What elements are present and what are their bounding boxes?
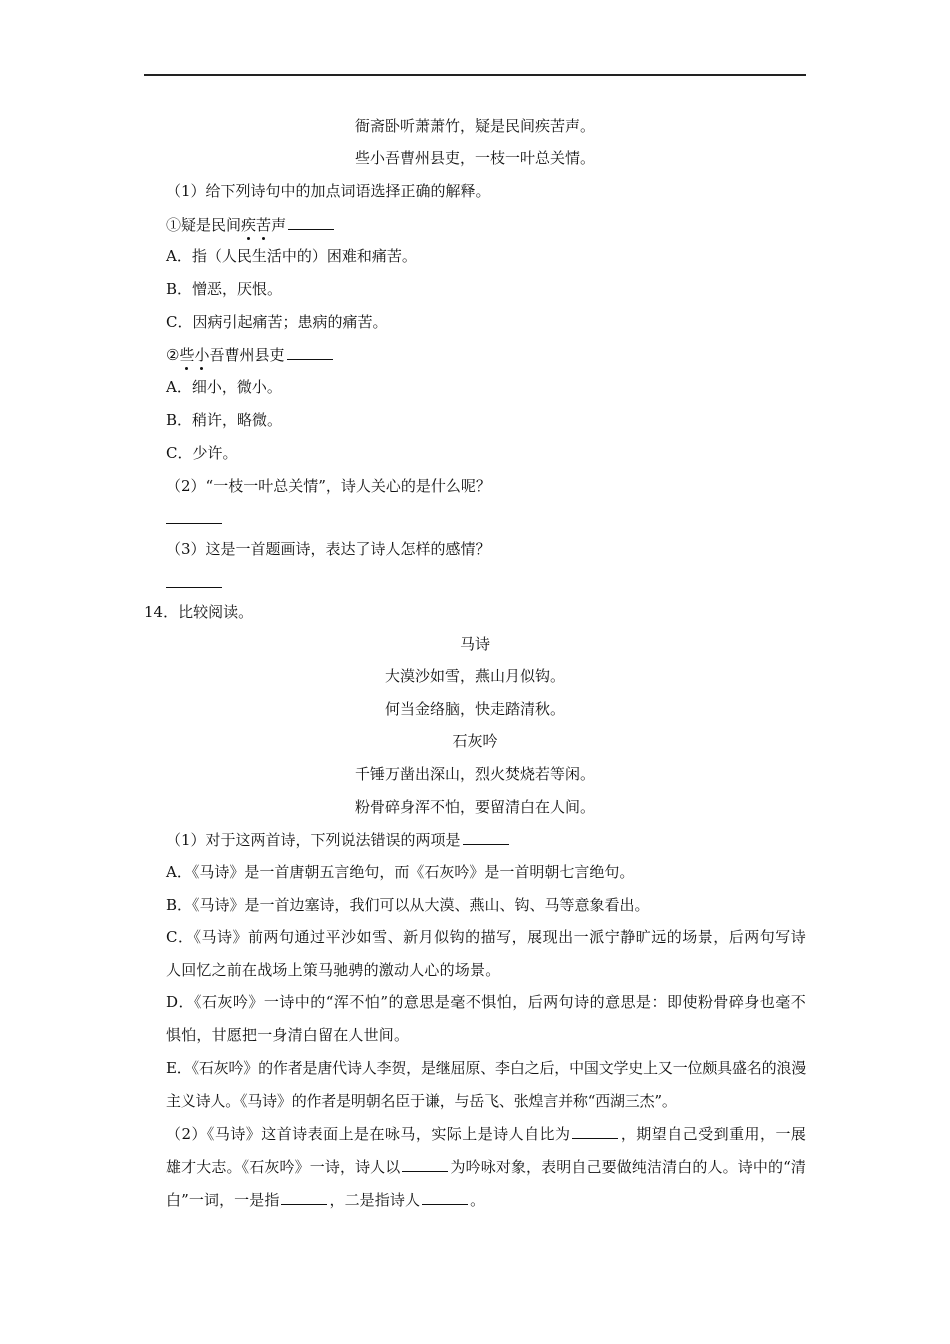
option: B．稍许，略微。 bbox=[166, 411, 283, 429]
answer-blank bbox=[287, 345, 333, 360]
q13-sub3-prompt: （3）这是一首题画诗，表达了诗人怎样的感情？ bbox=[166, 540, 491, 558]
option-a: A．《马诗》是一首唐朝五言绝句，而《石灰吟》是一首明朝七言绝句。 bbox=[166, 863, 635, 881]
option: B．憎恶，厌恨。 bbox=[166, 280, 283, 298]
item1-before: 疑是民间 bbox=[181, 216, 242, 234]
answer-blank bbox=[281, 1190, 327, 1205]
sub2-text-3: 为吟咏对象，表明自己要做纯洁清白的人。诗中的“清白”一词，一是指 bbox=[166, 1158, 806, 1209]
q13-sub1-prompt: （1）给下列诗句中的加点词语选择正确的解释。 bbox=[166, 182, 491, 200]
option-b: B．《马诗》是一首边塞诗，我们可以从大漠、燕山、钩、马等意象看出。 bbox=[166, 896, 650, 914]
answer-blank bbox=[572, 1124, 618, 1139]
q13-sub2-prompt: （2）“一枝一叶总关情”，诗人关心的是什么呢？ bbox=[166, 477, 491, 495]
answer-line bbox=[166, 587, 222, 588]
dotted-char: 些 bbox=[179, 346, 195, 364]
q14-sub2 bbox=[166, 1118, 806, 1217]
item2-num: ② bbox=[166, 346, 180, 364]
poem-b-line2: 粉骨碎身浑不怕，要留清白在人间。 bbox=[354, 798, 595, 816]
option-c: C．《马诗》前两句通过平沙如雪、新月似钩的描写，展现出一派宁静旷远的场景，后两句写诗人回忆之前在战场上策马驰骋的激动人心的场景。 bbox=[166, 928, 806, 979]
poem1-line1: 衙斋卧听萧萧竹，疑是民间疾苦声。 bbox=[354, 117, 595, 135]
header-rule bbox=[144, 74, 806, 76]
answer-line bbox=[166, 523, 222, 524]
poem-b-title: 石灰吟 bbox=[452, 732, 498, 750]
answer-blank bbox=[402, 1157, 448, 1172]
q13-item2 bbox=[166, 345, 335, 365]
item1-num: ① bbox=[166, 216, 182, 234]
option: A．细小，微小。 bbox=[166, 378, 282, 396]
q14-sub1 bbox=[166, 830, 511, 850]
item2-after: 吾曹州县吏 bbox=[209, 346, 285, 364]
sub2-text-5: 。 bbox=[470, 1191, 486, 1209]
option: C．因病引起痛苦；患病的痛苦。 bbox=[166, 313, 388, 331]
sub2-text-2: ，期望自己受到重用，一展雄才大志。《石灰吟》一诗，诗人以 bbox=[166, 1125, 807, 1176]
option-d: D．《石灰吟》一诗中的“浑不怕”的意思是毫不惧怕，后两句诗的意思是：即使粉骨碎身也毫不惧怕，甘愿把一身清白留在人世间。 bbox=[166, 993, 806, 1044]
q14-sub1-prompt: （1）对于这两首诗，下列说法错误的两项是 bbox=[166, 831, 461, 849]
dotted-char: 小 bbox=[194, 346, 210, 364]
poem-a-line2: 何当金络脑，快走踏清秋。 bbox=[384, 700, 565, 718]
answer-blank bbox=[463, 830, 509, 845]
poem1-line2: 些小吾曹州县吏，一枝一叶总关情。 bbox=[354, 149, 595, 167]
q13-item1 bbox=[166, 215, 336, 235]
item1-after: 声 bbox=[271, 216, 287, 234]
q14-heading: 14．比较阅读。 bbox=[144, 603, 254, 621]
dotted-char: 苦 bbox=[256, 216, 272, 234]
poem-a-line1: 大漠沙如雪，燕山月似钩。 bbox=[384, 667, 565, 685]
sub2-text-4: ，二是指诗人 bbox=[329, 1191, 421, 1209]
poem-a-title: 马诗 bbox=[459, 635, 490, 653]
option: A．指（人民生活中的）困难和痛苦。 bbox=[166, 247, 417, 265]
option-e: E．《石灰吟》的作者是唐代诗人李贺，是继屈原、李白之后，中国文学史上又一位颇具盛名的浪漫主义诗人。《马诗》的作者是明朝名臣于谦，与岳飞、张煌言并称“西湖三杰”。 bbox=[166, 1059, 806, 1110]
answer-blank bbox=[288, 215, 334, 230]
dotted-char: 疾 bbox=[241, 216, 257, 234]
poem-b-line1: 千锤万凿出深山，烈火焚烧若等闲。 bbox=[354, 765, 595, 783]
option: C．少许。 bbox=[166, 444, 238, 462]
answer-blank bbox=[422, 1190, 468, 1205]
sub2-text-1: （2）《马诗》这首诗表面上是在咏马，实际上是诗人自比为 bbox=[166, 1125, 571, 1143]
